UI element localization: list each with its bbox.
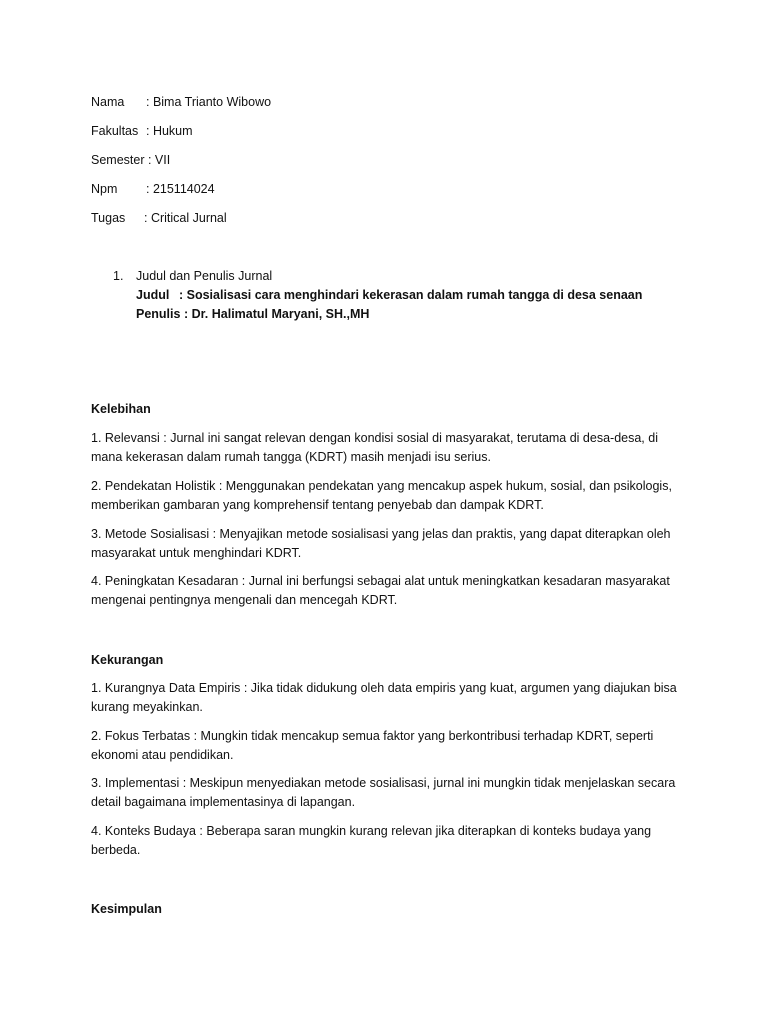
judul-value: : Sosialisasi cara menghindari kekerasan dalam rumah tangga di desa senaan: [179, 288, 643, 302]
kelebihan-item: 4. Peningkatan Kesadaran : Jurnal ini berfungsi sebagai alat untuk meningkatkan kesadaran masyarakat mengenai pentingnya mengenali dan mencegah KDRT.: [91, 574, 670, 607]
info-row-fakultas: [91, 123, 193, 139]
kelebihan-item: 1. Relevansi : Jurnal ini sangat relevan dengan kondisi sosial di masyarakat, terutama di desa-desa, di mana kekerasan dalam rumah tangga (KDRT) masih menjadi isu serius.: [91, 431, 658, 464]
info-row-nama: [91, 94, 271, 110]
penulis-label: Penulis: [136, 307, 181, 321]
info-label: Nama: [91, 95, 125, 109]
kelebihan-item: 3. Metode Sosialisasi : Menyajikan metode sosialisasi yang jelas dan praktis, yang dapat diterapkan oleh masyarakat untuk menghindari KDRT.: [91, 527, 671, 560]
info-value: : Hukum: [146, 124, 193, 138]
kekurangan-item: 4. Konteks Budaya : Beberapa saran mungkin kurang relevan jika diterapkan di konteks budaya yang berbeda.: [91, 824, 652, 857]
info-label: Npm: [91, 182, 118, 196]
journal-title: [136, 286, 642, 305]
section-title-kesimpulan: Kesimpulan: [91, 902, 162, 916]
section-title-kelebihan: Kelebihan: [91, 402, 151, 416]
list-number: 1.: [113, 269, 124, 283]
kekurangan-item: 1. Kurangnya Data Empiris : Jika tidak didukung oleh data empiris yang kuat, argumen yang diajukan bisa kurang meyakinkan.: [91, 681, 677, 714]
info-label: Fakultas: [91, 124, 139, 138]
info-label: Semester: [91, 153, 145, 167]
kekurangan-item: 2. Fokus Terbatas : Mungkin tidak mencakup semua faktor yang berkontribusi terhadap KDRT, seperti ekonomi atau pendidikan.: [91, 729, 654, 762]
info-value: : Bima Trianto Wibowo: [146, 95, 272, 109]
info-value: : 215114024: [146, 182, 215, 196]
kekurangan-item: 3. Implementasi : Meskipun menyediakan metode sosialisasi, jurnal ini mungkin tidak menjelaskan secara detail bagaimana implementasinya di lapangan.: [91, 776, 676, 809]
info-value: : Critical Jurnal: [144, 211, 227, 225]
penulis-value: : Dr. Halimatul Maryani, SH.,MH: [183, 307, 370, 321]
info-label: Tugas: [91, 211, 126, 225]
info-row-tugas: [91, 210, 227, 226]
journal-author: [136, 305, 369, 324]
info-value: : VII: [147, 153, 171, 167]
info-row-npm: [91, 181, 215, 197]
section-title-kekurangan: Kekurangan: [91, 653, 164, 667]
section-heading: Judul dan Penulis Jurnal: [136, 269, 273, 283]
info-row-semester: [91, 152, 170, 168]
judul-label: Judul: [136, 288, 170, 302]
kelebihan-item: 2. Pendekatan Holistik : Menggunakan pendekatan yang mencakup aspek hukum, sosial, dan psikologis, memberikan gambaran yang komprehensif tentang penyebab dan dampak KDRT.: [91, 479, 672, 512]
